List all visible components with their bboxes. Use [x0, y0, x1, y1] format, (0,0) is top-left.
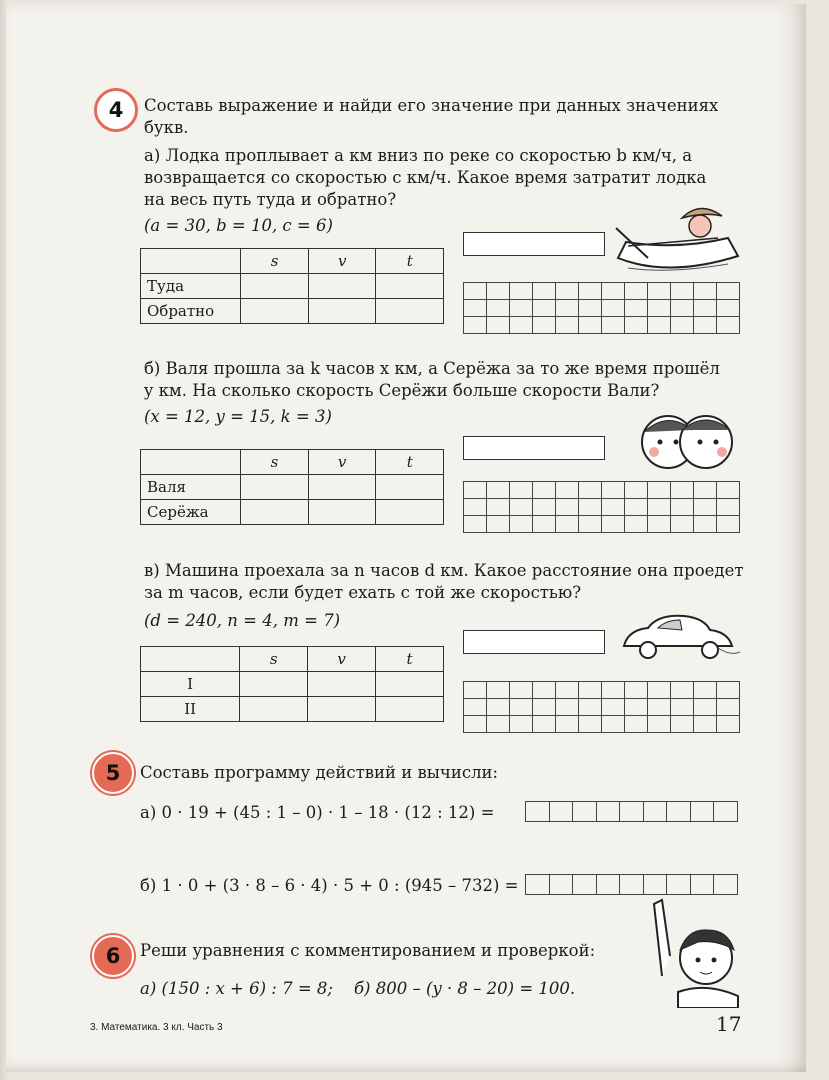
grid-cell[interactable] — [625, 499, 648, 516]
grid-cell[interactable] — [526, 875, 550, 895]
grid-cell[interactable] — [579, 699, 602, 716]
answer-grid[interactable] — [463, 282, 740, 334]
grid-cell[interactable] — [602, 699, 625, 716]
grid-cell[interactable] — [556, 499, 579, 516]
grid-cell[interactable] — [671, 516, 694, 533]
grid-cell[interactable] — [573, 875, 597, 895]
grid-cell[interactable] — [671, 283, 694, 300]
grid-cell[interactable] — [533, 300, 556, 317]
grid-cell[interactable] — [579, 300, 602, 317]
grid-cell[interactable] — [602, 516, 625, 533]
car-illustration-icon — [618, 612, 742, 662]
grid-cell[interactable] — [487, 283, 510, 300]
answer-box[interactable] — [463, 232, 605, 256]
grid-cell[interactable] — [550, 802, 574, 822]
grid-cell[interactable] — [556, 317, 579, 334]
grid-cell[interactable] — [526, 802, 550, 822]
grid-cell[interactable] — [671, 317, 694, 334]
answer-grid[interactable] — [525, 874, 738, 895]
grid-cell[interactable] — [556, 516, 579, 533]
grid-cell[interactable] — [717, 716, 740, 733]
data-table: s v t I II — [140, 646, 444, 722]
grid-cell[interactable] — [556, 699, 579, 716]
grid-cell[interactable] — [694, 300, 717, 317]
boat-illustration-icon — [608, 198, 744, 276]
task-title: Составь программу действий и вычисли: — [140, 763, 499, 782]
book-footer: 3. Математика. 3 кл. Часть 3 — [90, 1022, 223, 1033]
given-values: (a = 30, b = 10, c = 6) — [144, 216, 333, 235]
boy-raising-hand-icon — [648, 896, 744, 1008]
grid-cell[interactable] — [694, 317, 717, 334]
grid-cell[interactable] — [464, 283, 487, 300]
grid-cell[interactable] — [694, 699, 717, 716]
grid-cell[interactable] — [533, 283, 556, 300]
grid-cell[interactable] — [714, 875, 738, 895]
task-number-badge: 6 — [92, 935, 134, 977]
task-title: Составь выражение и найди его значение при данных значениях букв. — [144, 96, 719, 137]
grid-cell[interactable] — [487, 317, 510, 334]
grid-cell[interactable] — [620, 875, 644, 895]
task-number-badge: 4 — [94, 88, 138, 132]
grid-cell[interactable] — [648, 317, 671, 334]
grid-cell[interactable] — [533, 499, 556, 516]
problem-text: на весь путь туда и обратно? — [144, 190, 397, 209]
page-number: 17 — [716, 1012, 742, 1036]
grid-cell[interactable] — [579, 682, 602, 699]
grid-cell[interactable] — [602, 300, 625, 317]
grid-cell[interactable] — [533, 699, 556, 716]
problem-text: а) Лодка проплывает a км вниз по реке со скоростью b км/ч, а — [144, 146, 693, 165]
grid-cell[interactable] — [648, 283, 671, 300]
grid-cell[interactable] — [694, 283, 717, 300]
expression: а) 0 · 19 + (45 : 1 – 0) · 1 – 18 · (12 : 12) = — [140, 803, 495, 822]
grid-cell[interactable] — [602, 499, 625, 516]
grid-cell[interactable] — [717, 499, 740, 516]
problem-text: за m часов, если будет ехать с той же скоростью? — [144, 583, 582, 602]
expression: б) 1 · 0 + (3 · 8 – 6 · 4) · 5 + 0 : (945 – 732) = — [140, 876, 519, 895]
grid-cell[interactable] — [602, 682, 625, 699]
grid-cell[interactable] — [533, 516, 556, 533]
data-table: s v t Валя Серёжа — [140, 449, 444, 525]
grid-cell[interactable] — [487, 499, 510, 516]
grid-cell[interactable] — [464, 482, 487, 499]
grid-cell[interactable] — [648, 300, 671, 317]
problem-text: б) Валя прошла за k часов x км, а Серёжа за то же время прошёл — [144, 359, 720, 378]
grid-cell[interactable] — [625, 682, 648, 699]
problem-text: y км. На сколько скорость Серёжи больше скорости Вали? — [144, 381, 660, 400]
grid-cell[interactable] — [625, 482, 648, 499]
grid-cell[interactable] — [510, 699, 533, 716]
grid-cell[interactable] — [644, 875, 668, 895]
grid-cell[interactable] — [597, 875, 621, 895]
grid-cell[interactable] — [487, 516, 510, 533]
grid-cell[interactable] — [648, 499, 671, 516]
grid-cell[interactable] — [694, 499, 717, 516]
grid-cell[interactable] — [671, 499, 694, 516]
grid-cell[interactable] — [550, 875, 574, 895]
given-values: (d = 240, n = 4, m = 7) — [144, 611, 341, 630]
task-number-badge: 5 — [92, 752, 134, 794]
grid-cell[interactable] — [602, 716, 625, 733]
problem-text: возвращается со скоростью c км/ч. Какое время затратит лодка — [144, 168, 707, 187]
grid-cell[interactable] — [625, 716, 648, 733]
grid-cell[interactable] — [579, 482, 602, 499]
grid-cell[interactable] — [464, 300, 487, 317]
grid-cell[interactable] — [510, 300, 533, 317]
grid-cell[interactable] — [691, 875, 715, 895]
grid-cell[interactable] — [573, 802, 597, 822]
grid-cell[interactable] — [533, 317, 556, 334]
given-values: (x = 12, y = 15, k = 3) — [144, 407, 332, 426]
grid-cell[interactable] — [602, 317, 625, 334]
grid-cell[interactable] — [464, 699, 487, 716]
children-faces-icon — [632, 410, 742, 472]
grid-cell[interactable] — [510, 482, 533, 499]
grid-cell[interactable] — [625, 283, 648, 300]
grid-cell[interactable] — [625, 516, 648, 533]
grid-cell[interactable] — [648, 682, 671, 699]
grid-cell[interactable] — [556, 682, 579, 699]
grid-cell[interactable] — [533, 682, 556, 699]
grid-cell[interactable] — [510, 283, 533, 300]
grid-cell[interactable] — [691, 802, 715, 822]
grid-cell[interactable] — [694, 516, 717, 533]
answer-grid[interactable] — [463, 681, 740, 733]
grid-cell[interactable] — [487, 682, 510, 699]
problem-text: в) Машина проехала за n часов d км. Какое расстояние она проедет — [144, 561, 744, 580]
grid-cell[interactable] — [620, 802, 644, 822]
grid-cell[interactable] — [671, 699, 694, 716]
grid-cell[interactable] — [556, 300, 579, 317]
grid-cell[interactable] — [717, 300, 740, 317]
grid-cell[interactable] — [579, 283, 602, 300]
grid-cell[interactable] — [579, 516, 602, 533]
grid-cell[interactable] — [602, 283, 625, 300]
grid-cell[interactable] — [510, 499, 533, 516]
grid-cell[interactable] — [648, 516, 671, 533]
grid-cell[interactable] — [556, 283, 579, 300]
grid-cell[interactable] — [694, 682, 717, 699]
grid-cell[interactable] — [464, 499, 487, 516]
grid-cell[interactable] — [510, 317, 533, 334]
grid-cell[interactable] — [464, 716, 487, 733]
grid-cell[interactable] — [648, 699, 671, 716]
grid-cell[interactable] — [671, 482, 694, 499]
grid-cell[interactable] — [667, 802, 691, 822]
answer-box[interactable] — [463, 630, 605, 654]
grid-cell[interactable] — [717, 482, 740, 499]
grid-cell[interactable] — [487, 699, 510, 716]
grid-cell[interactable] — [510, 716, 533, 733]
grid-cell[interactable] — [625, 317, 648, 334]
grid-cell[interactable] — [533, 482, 556, 499]
grid-cell[interactable] — [717, 682, 740, 699]
grid-cell[interactable] — [464, 516, 487, 533]
grid-cell[interactable] — [464, 682, 487, 699]
grid-cell[interactable] — [717, 699, 740, 716]
grid-cell[interactable] — [671, 300, 694, 317]
grid-cell[interactable] — [625, 300, 648, 317]
data-table: s v t Туда Обратно — [140, 248, 444, 324]
grid-cell[interactable] — [671, 682, 694, 699]
task-title: Реши уравнения с комментированием и проверкой: — [140, 941, 596, 960]
grid-cell[interactable] — [556, 716, 579, 733]
grid-cell[interactable] — [667, 875, 691, 895]
grid-cell[interactable] — [579, 716, 602, 733]
grid-cell[interactable] — [694, 716, 717, 733]
grid-cell[interactable] — [579, 499, 602, 516]
answer-box[interactable] — [463, 436, 605, 460]
grid-cell[interactable] — [602, 482, 625, 499]
grid-cell[interactable] — [487, 482, 510, 499]
grid-cell[interactable] — [694, 482, 717, 499]
grid-cell[interactable] — [597, 802, 621, 822]
grid-cell[interactable] — [648, 482, 671, 499]
grid-cell[interactable] — [510, 516, 533, 533]
grid-cell[interactable] — [717, 283, 740, 300]
grid-cell[interactable] — [487, 716, 510, 733]
grid-cell[interactable] — [579, 317, 602, 334]
equations: а) (150 : x + 6) : 7 = 8; б) 800 – (y · 8 – 20) = 100. — [140, 979, 576, 998]
grid-cell[interactable] — [648, 716, 671, 733]
grid-cell[interactable] — [556, 482, 579, 499]
grid-cell[interactable] — [671, 716, 694, 733]
grid-cell[interactable] — [533, 716, 556, 733]
grid-cell[interactable] — [464, 317, 487, 334]
grid-cell[interactable] — [714, 802, 738, 822]
grid-cell[interactable] — [644, 802, 668, 822]
grid-cell[interactable] — [487, 300, 510, 317]
answer-grid[interactable] — [525, 801, 738, 822]
grid-cell[interactable] — [717, 317, 740, 334]
grid-cell[interactable] — [717, 516, 740, 533]
answer-grid[interactable] — [463, 481, 740, 533]
grid-cell[interactable] — [510, 682, 533, 699]
grid-cell[interactable] — [625, 699, 648, 716]
